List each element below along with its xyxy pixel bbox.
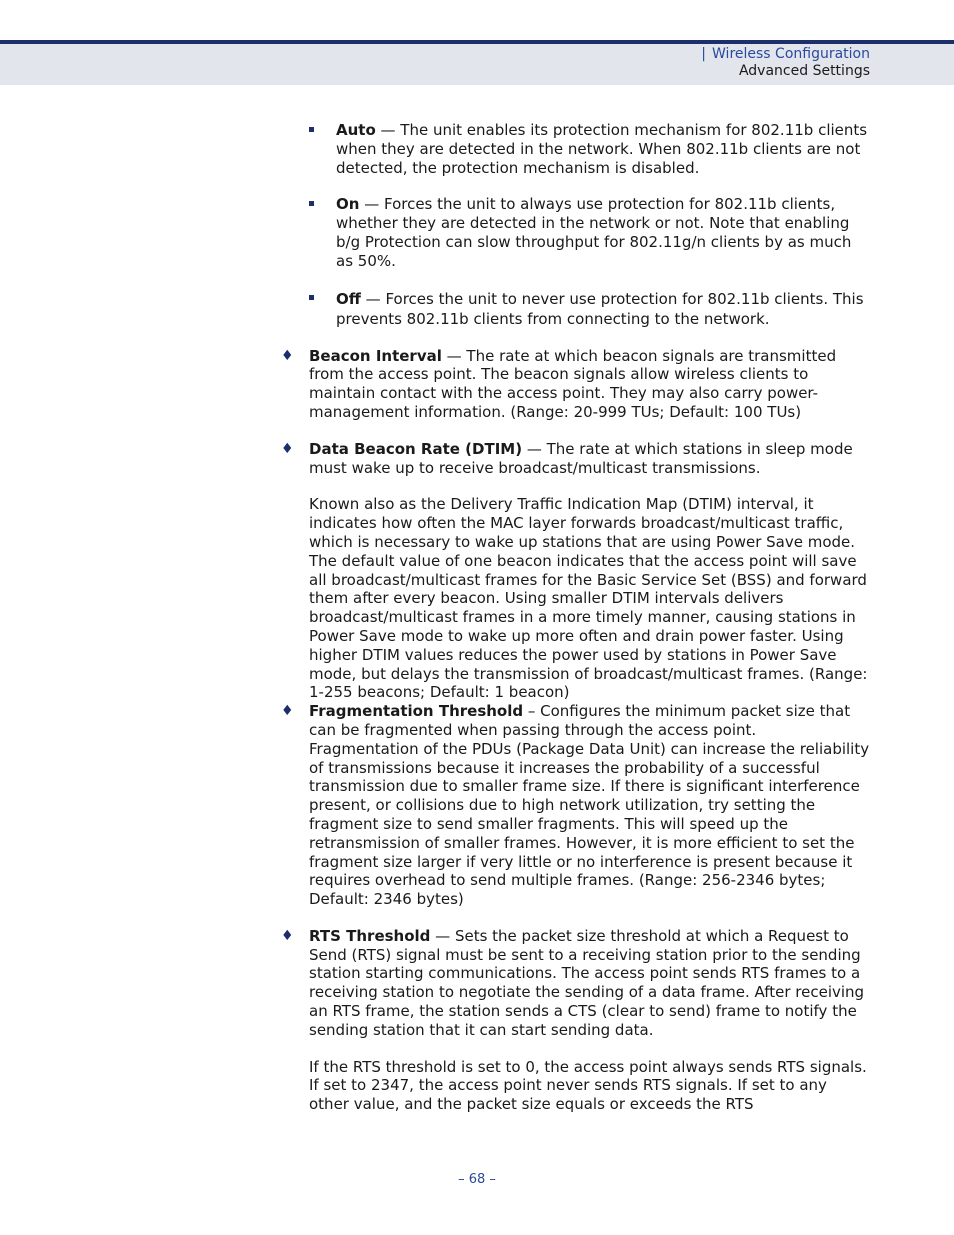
list-item-auto (280, 121, 870, 177)
list-item-text (336, 121, 870, 177)
diamond-bullet-icon: ♦ (281, 927, 294, 944)
term-description: — Sets the packet size threshold at which a Request to Send (RTS) signal must be sent to a receiving station prior to the sending station starting communications. The access point sends RTS frames to a receiving station to negotiate the sending of a data frame. After receiving an RTS frame, the station sends a CTS (clear to send) frame to notify the sending station that it can start sending data. (309, 926, 865, 1039)
diamond-bullet-icon: ♦ (281, 440, 294, 457)
term-description: — The rate at which stations in sleep mode must wake up to receive broadcast/multicast transmissions. (309, 439, 853, 477)
rts-detail-paragraph: If the RTS threshold is set to 0, the access point always sends RTS signals. If set to 2347, the access point never sends RTS signals. If set to any other value, and the packet size equals or exceeds the RTS (309, 1057, 867, 1114)
page-body (280, 121, 870, 1114)
list-item-rts-threshold (280, 927, 870, 1040)
diamond-bullet-icon: ♦ (281, 703, 294, 720)
term-label: On (336, 195, 360, 214)
list-item-on (280, 195, 870, 270)
list-item-text (309, 702, 870, 909)
term-description: — Forces the unit to never use protection for 802.11b clients. This prevents 802.11b clients from connecting to the network. (336, 289, 864, 328)
list-item-text (309, 347, 870, 422)
diamond-bullet-icon: ♦ (281, 347, 294, 364)
dtim-detail-paragraph: Known also as the Delivery Traffic Indication Map (DTIM) interval, it indicates how often the MAC layer forwards broadcast/multicast traffic, which is necessary to wake up stations that are using Power Save mode. The default value of one beacon indicates that the access point will save all broadcast/multicast frames for the Basic Service Set (BSS) and forward them after every beacon. Using smaller DTIM intervals delivers broadcast/multicast frames in a more timely manner, causing stations in Power Save mode to wake up more often and drain power faster. Using higher DTIM values reduces the power used by stations in Power Save mode, but delays the transmission of broadcast/multicast frames. (Range: 1-255 beacons; Default: 1 beacon) (309, 495, 868, 702)
term-label: Off (336, 289, 361, 308)
term-label: Fragmentation Threshold (309, 702, 524, 721)
square-bullet-icon (309, 127, 314, 132)
term-label: Auto (336, 121, 376, 139)
list-item-text (309, 440, 870, 478)
header-separator: | (701, 46, 707, 62)
list-item-fragmentation-threshold (280, 702, 870, 909)
list-item-text (309, 927, 870, 1040)
list-item-off (280, 289, 870, 329)
term-description: — Forces the unit to always use protection for 802.11b clients, whether they are detected in the network or not. Note that enabling b/g Protection can slow throughput for 802.11g/n clients by as much as 50%. (336, 195, 852, 270)
term-label: Beacon Interval (309, 346, 442, 365)
term-label: Data Beacon Rate (DTIM) (309, 439, 523, 458)
header-section-title: Wireless Configuration (712, 46, 870, 62)
term-description: — The rate at which beacon signals are transmitted from the access point. The beacon signals allow wireless clients to maintain contact with the access point. They may also carry power-management information. (Range: 20-999 TUs; Default: 100 TUs) (309, 346, 837, 421)
square-bullet-icon (309, 201, 314, 206)
list-item-dtim (280, 440, 870, 478)
term-description: — The unit enables its protection mechanism for 802.11b clients when they are detected in the network. When 802.11b clients are not detected, the protection mechanism is disabled. (336, 121, 868, 177)
header-subsection: Advanced Settings (738, 63, 870, 79)
list-item-text (336, 195, 870, 270)
square-bullet-icon (309, 295, 314, 300)
header-section (701, 46, 870, 63)
list-item-beacon-interval (280, 347, 870, 422)
term-label: RTS Threshold (309, 926, 431, 945)
page-number: – 68 – (458, 1172, 496, 1187)
list-item-text (336, 289, 870, 329)
term-description: – Configures the minimum packet size that can be fragmented when passing through the access point. Fragmentation of the PDUs (Package Data Unit) can increase the reliability of transmissions because it increases the probability of a successful transmission due to smaller frame size. If there is significant interference present, or collisions due to high network utilization, try setting the fragment size to send smaller fragments. This will speed up the retransmission of smaller frames. However, it is more efficient to set the fragment size larger if very little or no interference is present because it requires overhead to send multiple frames. (Range: 256-2346 bytes; Default: 2346 bytes) (309, 702, 870, 909)
